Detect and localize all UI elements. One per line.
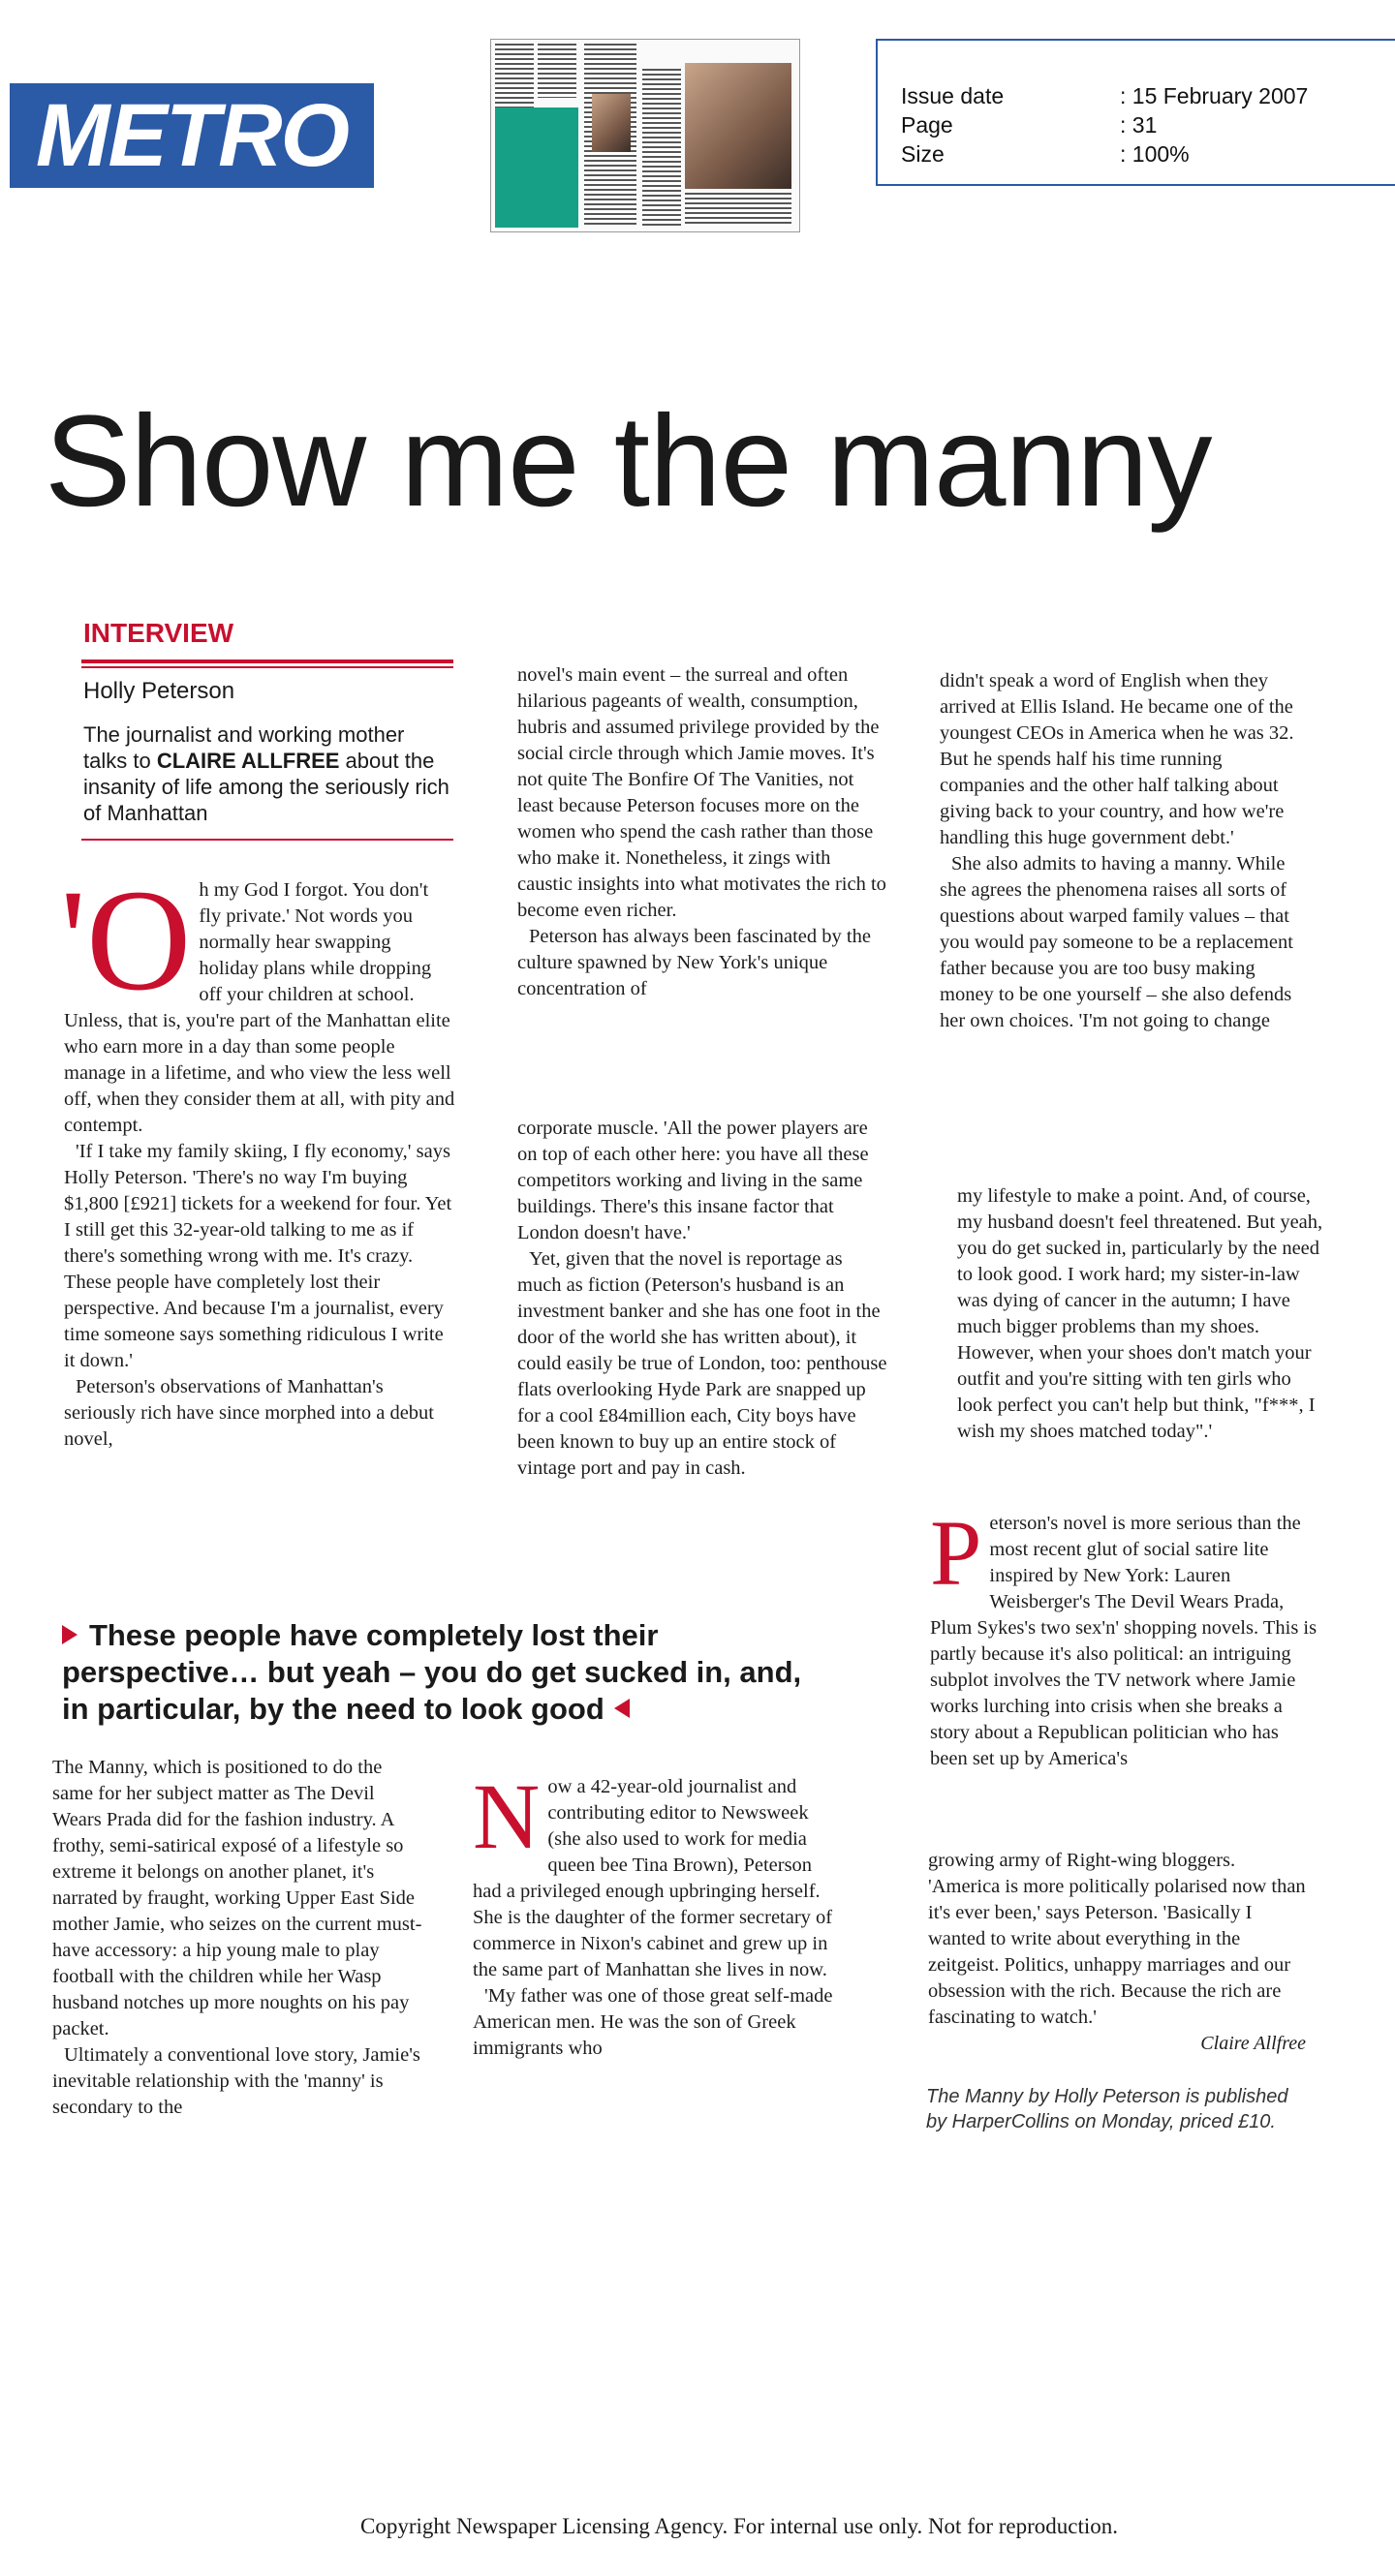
article-column-3c [930,1501,1318,1772]
book-caption: The Manny by Holly Peterson is published by HarperCollins on Monday, priced £10. [926,2086,1288,2132]
paragraph: Ultimately a conventional love story, Jamie's inevitable relationship with the 'manny' is secondary to the [52,2044,420,2118]
section-rule-thin [81,666,453,668]
section-rule-top [81,659,453,663]
standfirst-author: CLAIRE ALLFREE [156,749,340,773]
pull-quote [62,1617,827,1728]
issue-date-value: : 15 February 2007 [1120,83,1309,108]
paragraph: Yet, given that the novel is reportage as much as fiction (Peterson's husband is an investment banker and she has one foot in the door of the world she has written about), it could easily be true of London, too: penthouse flats overlooking Hyde Park are snapped up for a cool £84million each, City boys have been known to buy up an entire stock of vintage port and pay in cash. [517,1248,887,1479]
page-thumbnail [490,39,800,232]
paragraph: The Manny, which is positioned to do the same for her subject matter as The Devil Wears Prada did for the fashion industry. A frothy, semi-satirical exposé of a lifestyle so extreme it belongs on another planet, it's narrated by fraught, working Upper East Side mother Jamie, who seizes on the current must-have accessory: a hip young male to play football with the children while her Wasp husband notches up more noughts on his pay packet. [52,1757,422,2039]
thumbnail-photo [685,63,791,189]
byline-signoff: Claire Allfree [1200,2033,1306,2054]
article-column-2c [473,1764,845,2062]
paragraph: 'My father was one of those great self-made American men. He was the son of Greek immigrants who [473,1985,833,2059]
quote-open-triangle-icon [62,1625,78,1644]
paragraph: novel's main event – the surreal and often hilarious pageants of wealth, consumption, hubris and assumed privilege provided by the social circle through which Jamie moves. It's not quite The Bonfire Of The Vanities, not least because Peterson focuses more on the women who spend the cash rather than those who make it. Nonetheless, it zings with caustic insights into what motivates the rich to become even richer. [517,664,886,921]
issue-size-label: Size [901,141,945,167]
quote-close-triangle-icon [614,1699,630,1718]
paragraph: corporate muscle. 'All the power players are on top of each other here: you have all these competitors working and living in the same buildings. There's this insane factor that London doesn't have.' [517,1118,869,1243]
metro-logo [10,83,374,188]
paragraph: growing army of Right-wing bloggers. 'America is more politically polarised now than it's ever been,' says Peterson. 'Basically I wanted to write about everything in the zeitgeist. Politics, unhappy marriages and our obsession with the rich. Because the rich are fascinating to watch.' [928,1850,1306,2028]
paragraph-text: ow a 42-year-old journalist and contributing editor to Newsweek (she also used to work for media queen bee Tina Brown), Peterson had a privileged enough upbringing herself. She is the daughter of the former secretary of commerce in Nixon's cabinet and grew up in the same part of Manhattan she lives in now. [473,1776,833,1980]
standfirst-text-b: about the insanity of life among the seriously rich of Manhattan [83,749,450,825]
paragraph: my lifestyle to make a point. And, of course, my husband doesn't feel threatened. But yeah, you do get sucked in, particularly by the need to look good. I work hard; my sister-in-law was dying of cancer in the autumn; I have much bigger problems than my shoes. However, when your shoes don't match your outfit and you're sitting with ten girls who look perfect you can't help but think, "f***, I wish my shoes matched today".' [957,1185,1323,1442]
section-label: INTERVIEW [83,618,234,648]
drop-cap-n: N [473,1764,541,1868]
paragraph: didn't speak a word of English when they arrived at Ellis Island. He became one of the youngest CEOs in America when he was 32. But he spends half his time running companies and the other half talking about giving back to your country, and how we're handling this huge government debt.' [940,670,1294,848]
article-column-3b [957,1183,1329,1445]
paragraph-text: h my God I forgot. You don't fly private.' Not words you normally hear swapping holiday plans while dropping off your children at school. Unless, that is, you're part of the Manhattan elite who earn more in a day than some people manage in a lifetime, and who view the less well off, when they consider them at all, with pity and contempt. [64,879,455,1136]
standfirst-text-a: The journalist and working mother talks to [83,722,405,773]
metro-logo-text: METRO [35,85,349,185]
paragraph [473,1764,845,1983]
paragraph: She also admits to having a manny. While she agrees the phenomena raises all sorts of questions about warped family values – that you would pay someone to be a replacement father because you are too busy making money to be one yourself – she also defends her own choices. 'I'm not going to change [940,853,1293,1031]
standfirst [83,721,451,826]
article-column-1b [52,1755,424,2121]
paragraph [60,860,455,1139]
interview-subject: Holly Peterson [83,678,235,704]
article-column-2b [517,1116,889,1482]
issue-page-value: : 31 [1120,112,1158,138]
paragraph: Peterson's observations of Manhattan's seriously rich have since morphed into a debut novel, [64,1376,434,1450]
drop-cap-p: P [930,1501,982,1605]
pull-quote-text: These people have completely lost their perspective… but yeah – you do get sucked in, and, in particular, by the need to look good [62,1618,802,1726]
article-column-2a [517,662,889,1002]
paragraph [930,1501,1318,1772]
issue-page-label: Page [901,112,953,138]
standfirst-rule-bottom [81,839,453,841]
article-column-3a [940,668,1312,1034]
thumbnail-green-panel [495,107,578,228]
article-column-1 [60,860,455,1453]
issue-date-label: Issue date [901,83,1005,108]
paragraph: 'If I take my family skiing, I fly economy,' says Holly Peterson. 'There's no way I'm buying $1,800 [£921] tickets for a weekend for four. Yet I still get this 32-year-old talking to me as if there's something wrong with me. It's crazy. These people have completely lost their perspective. And because I'm a journalist, every time someone says something ridiculous I write it down.' [64,1141,452,1371]
article-column-3d [928,1848,1306,2057]
issue-size-value: : 100% [1120,141,1190,167]
headline: Show me the manny [45,389,1212,534]
paragraph-text: eterson's novel is more serious than the most recent glut of social satire lite inspired by New York: Lauren Weisberger's The Devil Wears Prada, Plum Sykes's two sex'n' shopping novels. This is partly because it's also political: an intriguing subplot involves the TV network where Jamie works lurching into crisis when she breaks a story about a Republican politician who has been set up by America's [930,1513,1318,1769]
paragraph: Peterson has always been fascinated by the culture spawned by New York's unique concentration of [517,926,871,999]
issue-info-box [876,39,1395,186]
drop-cap-o: 'O [60,860,192,1021]
copyright-notice: Copyright Newspaper Licensing Agency. For internal use only. Not for reproduction. [360,2514,1119,2538]
